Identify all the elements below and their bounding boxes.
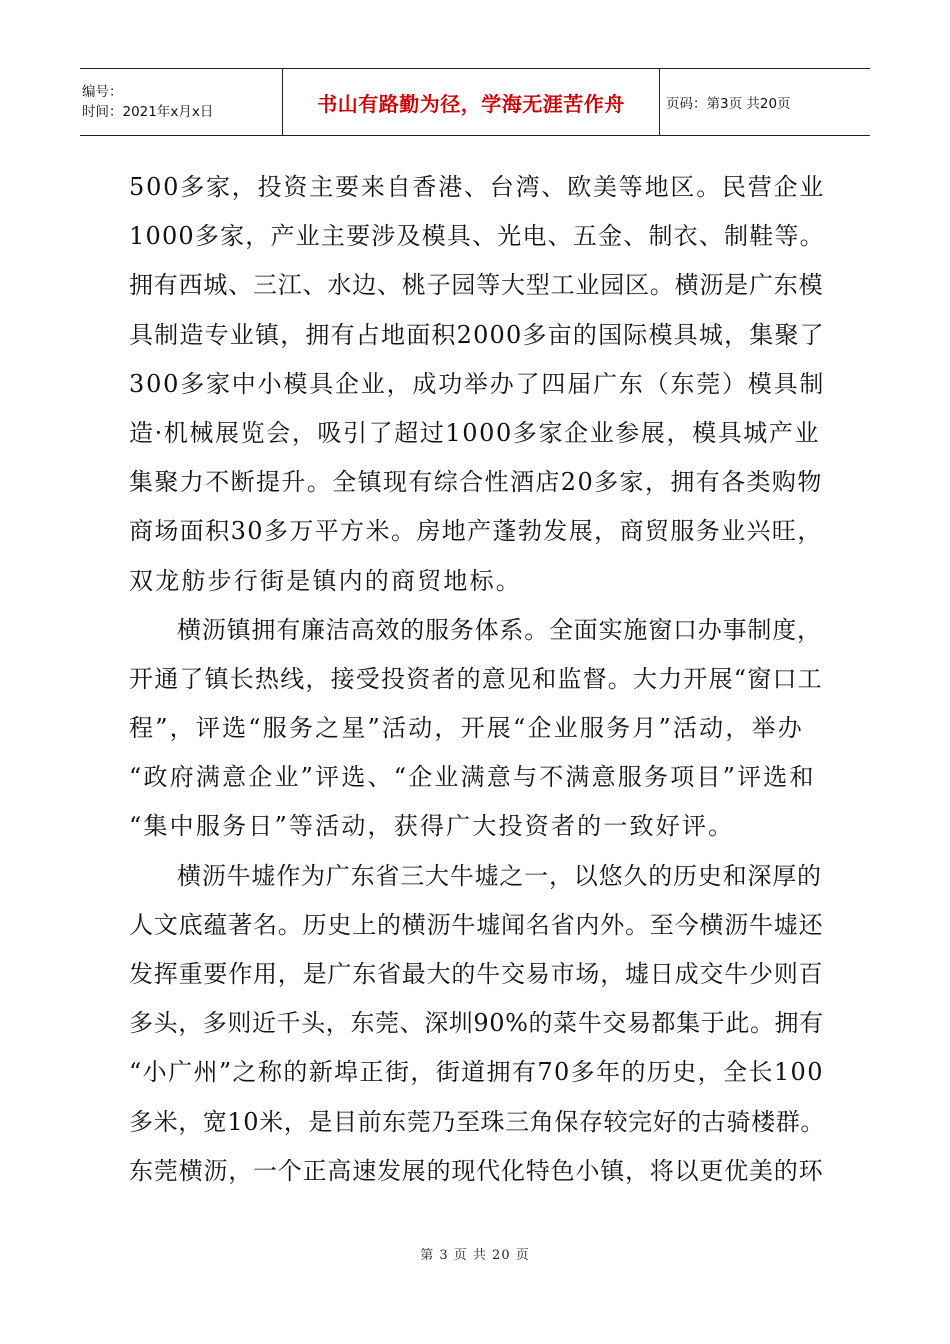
text-line: 集聚力不断提升。全镇现有综合性酒店20多家，拥有各类购物 (129, 468, 823, 497)
page-header (80, 68, 870, 136)
text-line: 双龙舫步行街是镇内的商贸地标。 (129, 566, 522, 595)
page-footer (0, 1244, 950, 1263)
paragraph (129, 852, 825, 1196)
text-line: 500多家，投资主要来自香港、台湾、欧美等地区。民营企业 (129, 173, 826, 201)
document-number-label: 编号： (82, 84, 123, 100)
text-line: 程”，评选“服务之星”活动，开展“企业服务月”活动，举办 (129, 714, 804, 743)
text-line: 300多家中小模具企业，成功举办了四届广东（东莞）模具制 (129, 369, 826, 398)
header-motto: 书山有路勤为径，学海无涯苦作舟 (317, 91, 625, 116)
paragraph (129, 163, 825, 606)
footer-page-number: 第 3 页 共 20 页 (420, 1248, 530, 1263)
header-page-code: 页码：第3页 共20页 (666, 96, 791, 112)
text-line: 发挥重要作用，是广东省最大的牛交易市场，墟日成交牛少则百 (129, 960, 824, 988)
header-meta (80, 69, 283, 135)
text-line: 具制造专业镇，拥有占地面积2000多亩的国际模具城，集聚了 (129, 320, 825, 349)
text-line: 横沥镇拥有廉洁高效的服务体系。全面实施窗口办事制度， (177, 615, 822, 644)
text-line: “政府满意企业”评选、“企业满意与不满意服务项目”评选和 (129, 763, 816, 792)
text-line: 商场面积30多万平方米。房地产蓬勃发展，商贸服务业兴旺， (129, 517, 823, 546)
document-body (129, 163, 825, 1196)
document-date: 时间：2021年x月x日 (82, 104, 214, 120)
text-line: 横沥牛墟作为广东省三大牛墟之一，以悠久的历史和深厚的 (177, 861, 822, 890)
text-line: 1000多家，产业主要涉及模具、光电、五金、制衣、制鞋等。 (129, 222, 825, 251)
text-line: 多头，多则近千头，东莞、深圳90%的菜牛交易都集于此。拥有 (129, 1009, 824, 1038)
text-line: 拥有西城、三江、水边、桃子园等大型工业园区。横沥是广东模 (129, 271, 824, 300)
text-line: “集中服务日”等活动，获得广大投资者的一致好评。 (129, 812, 735, 841)
text-line: 人文底蕴著名。历史上的横沥牛墟闻名省内外。至今横沥牛墟还 (129, 910, 824, 939)
text-line: 东莞横沥，一个正高速发展的现代化特色小镇，将以更优美的环 (129, 1156, 824, 1185)
text-line: “小广州”之称的新埠正街，街道拥有70多年的历史，全长100 (129, 1058, 824, 1087)
text-line: 造·机械展览会，吸引了超过1000多家企业参展，模具城产业 (129, 418, 821, 447)
paragraph (129, 606, 825, 852)
header-page-cell (660, 69, 870, 135)
text-line: 多米，宽10米，是目前东莞乃至珠三角保存较完好的古骑楼群。 (129, 1107, 825, 1136)
text-line: 开通了镇长热线，接受投资者的意见和监督。大力开展“窗口工 (129, 664, 823, 693)
header-motto-cell (283, 69, 660, 135)
